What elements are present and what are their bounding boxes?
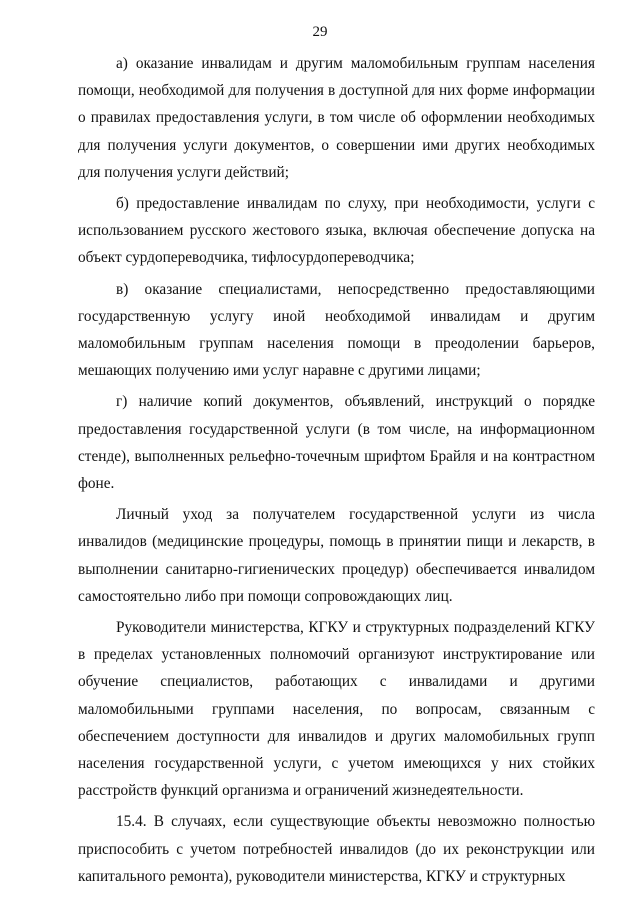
page-number: 29 bbox=[312, 24, 328, 40]
paragraph-section-15-4: 15.4. В случаях, если существующие объекты невозможно полностью приспособить с учетом потребностей инвалидов (до их реконструкции или капитального ремонта), руководители министерства, КГКУ и структурных bbox=[78, 813, 595, 885]
paragraph-item-a: а) оказание инвалидам и другим маломобильным группам населения помощи, необходимой для получения в доступной для них форме информации о правилах предоставления услуги, в том числе об оформлении необходимых для получения услуги документов, о совершении ими других необходимых для получения услуги действий; bbox=[78, 55, 595, 181]
paragraph-personal-care: Личный уход за получателем государственной услуги из числа инвалидов (медицинские процедуры, помощь в принятии пищи и лекарств, в выполнении санитарно-гигиенических процедур) обеспечивается инвалидом самостоятельно либо при помощи сопровождающих лиц. bbox=[78, 506, 595, 605]
paragraph-item-g: г) наличие копий документов, объявлений, инструкций о порядке предоставления государственной услуги (в том числе, на информационном стенде), выполненных рельефно-точечным шрифтом Брайля и на контрастном фоне. bbox=[78, 393, 595, 493]
document-body bbox=[78, 50, 595, 890]
paragraph-item-v: в) оказание специалистами, непосредственно предоставляющими государственную услугу иной необходимой инвалидам и другим маломобильным группам населения помощи в преодолении барьеров, мешающих получению ими услуг наравне с другими лицами; bbox=[78, 280, 595, 380]
paragraph-item-b: б) предоставление инвалидам по слуху, при необходимости, услуги с использованием русского жестового языка, включая обеспечение допуска на объект сурдопереводчика, тифлосурдопереводчика; bbox=[78, 195, 595, 267]
paragraph-staff-training: Руководители министерства, КГКУ и структурных подразделений КГКУ в пределах установленных полномочий организуют инструктирование или обучение специалистов, работающих с инвалидами и другими маломобильными группами населения, по вопросам, связанным с обеспечением доступности для инвалидов и других маломобильных групп населения государственной услуги, с учетом имеющихся у них стойких расстройств функций организма и ограничений жизнедеятельности. bbox=[78, 619, 595, 800]
